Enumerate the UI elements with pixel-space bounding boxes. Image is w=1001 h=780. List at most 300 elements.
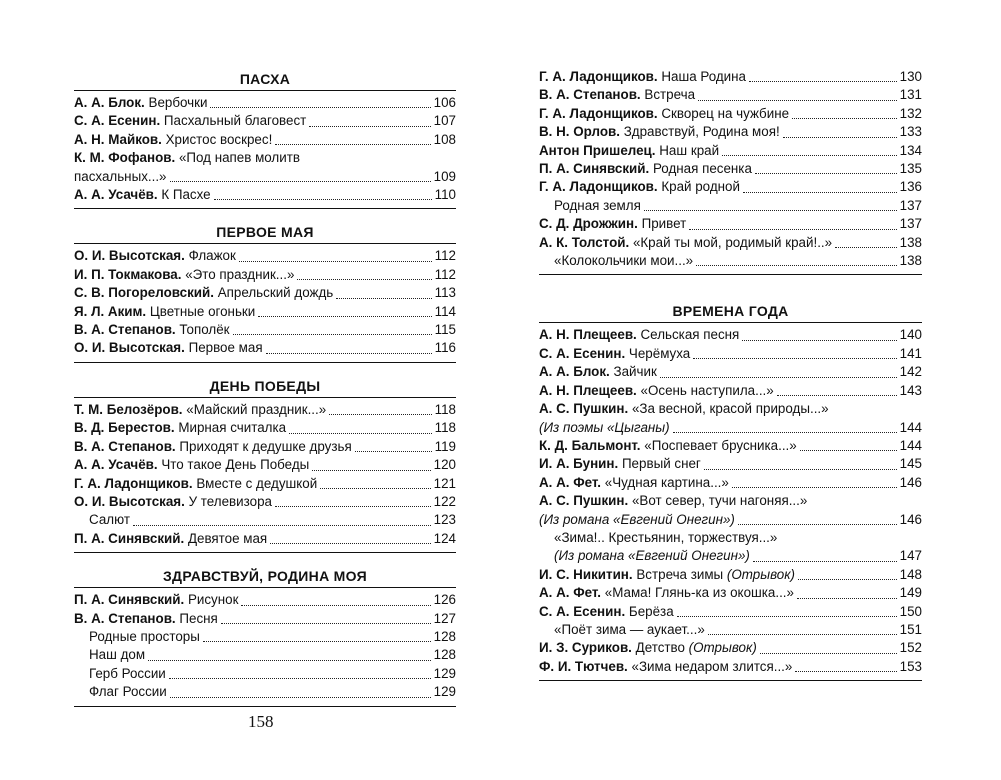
entry-page: 144 xyxy=(899,437,922,453)
entry-page: 127 xyxy=(433,610,456,626)
entry-author: А. А. Фет. xyxy=(539,585,602,601)
dot-leader xyxy=(169,678,431,679)
entry-author: В. А. Степанов. xyxy=(74,610,176,626)
entry-page: 130 xyxy=(899,69,922,84)
entry-text xyxy=(539,474,729,492)
toc-entry xyxy=(539,252,922,270)
entry-text xyxy=(89,646,145,664)
entry-title: У телевизора xyxy=(188,493,272,509)
dot-leader xyxy=(258,316,431,317)
toc-entry xyxy=(74,419,456,437)
entry-text xyxy=(554,621,705,639)
entry-text xyxy=(539,455,701,473)
toc-entry xyxy=(539,400,922,418)
entry-title: Мирная считалка xyxy=(178,420,287,436)
toc-entry xyxy=(74,321,456,339)
entry-text xyxy=(554,530,777,545)
entry-author: Антон Пришелец. xyxy=(539,142,656,158)
entry-author: А. С. Пушкин. xyxy=(539,401,629,417)
page-number: 158 xyxy=(248,712,274,731)
toc-entry xyxy=(74,456,456,474)
contents-column-left xyxy=(74,68,456,707)
entry-author: А. К. Толстой. xyxy=(539,234,630,250)
entry-title: «Поспевает брусника...» xyxy=(644,437,797,453)
entry-text xyxy=(89,665,166,683)
toc-entry xyxy=(539,566,922,584)
entry-text xyxy=(74,131,272,149)
entry-page: 128 xyxy=(433,628,456,644)
entry-author: С. А. Есенин. xyxy=(539,603,626,619)
entry-page: 118 xyxy=(434,401,456,417)
entry-text xyxy=(74,186,211,204)
dot-leader xyxy=(275,144,430,145)
entry-title: «Это праздник...» xyxy=(185,266,295,282)
section-entries xyxy=(539,68,922,275)
entry-page: 129 xyxy=(433,684,456,700)
entry-title: Флажок xyxy=(188,248,236,264)
entry-author: А. С. Пушкин. xyxy=(539,493,629,509)
entry-text xyxy=(539,584,794,602)
entry-author: А. Н. Плещеев. xyxy=(539,382,637,398)
entry-text xyxy=(539,160,752,178)
toc-entry xyxy=(539,455,922,473)
entry-text xyxy=(74,438,352,456)
dot-leader xyxy=(760,653,897,654)
dot-leader xyxy=(755,173,897,174)
toc-entry xyxy=(539,215,922,233)
toc-entry-continuation xyxy=(539,547,922,565)
entry-author: А. А. Усачёв. xyxy=(74,187,158,203)
section-entries xyxy=(539,326,922,681)
dot-leader xyxy=(133,525,431,526)
dot-leader xyxy=(738,524,897,525)
toc-entry xyxy=(74,131,456,149)
entry-page: 108 xyxy=(433,131,456,147)
toc-entry xyxy=(539,437,922,455)
entry-page: 147 xyxy=(899,548,922,564)
dot-leader xyxy=(660,377,897,378)
dot-leader xyxy=(749,81,897,82)
entry-continuation: пасхальных...» xyxy=(74,168,167,184)
toc-entry xyxy=(539,474,922,492)
entry-page: 150 xyxy=(899,603,922,619)
toc-entry xyxy=(74,511,456,529)
toc-entry xyxy=(74,149,456,167)
dot-leader xyxy=(742,340,896,341)
entry-title: «Мама! Глянь-ка из окошка...» xyxy=(604,585,794,601)
toc-entry xyxy=(74,530,456,548)
dot-leader xyxy=(241,605,430,606)
entry-title: Первый снег xyxy=(621,456,701,472)
entry-title: Тополёк xyxy=(179,322,230,338)
entry-author: В. А. Степанов. xyxy=(539,87,641,103)
entry-text xyxy=(74,401,326,419)
entry-title: Здравствуй, Родина моя! xyxy=(623,124,780,140)
entry-text xyxy=(539,142,719,160)
entry-title: Цветные огоньки xyxy=(149,303,256,319)
entry-author: О. И. Высотская. xyxy=(74,493,185,509)
dot-leader xyxy=(329,414,431,415)
entry-title: Что такое День Победы xyxy=(161,457,310,473)
entry-title: Христос воскрес! xyxy=(165,131,273,147)
entry-text xyxy=(539,215,686,233)
entry-title: Встреча xyxy=(644,87,696,103)
entry-page: 110 xyxy=(434,187,456,203)
entry-text xyxy=(539,603,674,621)
dot-leader xyxy=(312,470,430,471)
section-heading: ВРЕМЕНА ГОДА xyxy=(539,300,922,323)
entry-author: А. Н. Майков. xyxy=(74,131,162,147)
toc-entry xyxy=(539,584,922,602)
entry-text xyxy=(74,112,306,130)
entry-text xyxy=(74,419,286,437)
entry-text xyxy=(539,639,757,657)
entry-text xyxy=(539,566,795,584)
entry-page: 121 xyxy=(433,475,456,491)
entry-title: Песня xyxy=(179,610,218,626)
toc-entry xyxy=(539,603,922,621)
toc-entry xyxy=(74,247,456,265)
entry-author: П. А. Синявский. xyxy=(539,161,650,177)
entry-author: Ф. И. Тютчев. xyxy=(539,658,628,674)
section-entries xyxy=(74,591,456,706)
entry-continuation: (Из романа «Евгений Онегин») xyxy=(539,511,735,527)
entry-text xyxy=(74,94,207,112)
dot-leader xyxy=(297,279,431,280)
dot-leader xyxy=(148,660,431,661)
entry-title: Берёза xyxy=(628,603,674,619)
entry-title: Скворец на чужбине xyxy=(661,105,790,121)
entry-text xyxy=(539,493,807,508)
entry-author: С. А. Есенин. xyxy=(74,113,161,129)
toc-entry xyxy=(539,86,922,104)
toc-entry xyxy=(539,658,922,676)
entry-text xyxy=(539,86,695,104)
entry-text xyxy=(539,326,739,344)
toc-entry xyxy=(74,610,456,628)
entry-page: 132 xyxy=(899,105,922,121)
toc-entry xyxy=(74,683,456,701)
dot-leader xyxy=(233,334,432,335)
entry-text xyxy=(539,234,832,252)
entry-title: «Майский праздник...» xyxy=(186,401,327,417)
entry-text xyxy=(539,68,746,86)
entry-text xyxy=(554,252,693,270)
dot-leader xyxy=(800,450,897,451)
entry-page: 144 xyxy=(899,419,922,435)
entry-author: И. П. Токмакова. xyxy=(74,266,182,282)
dot-leader xyxy=(214,199,432,200)
entry-title: Зайчик xyxy=(613,364,657,380)
entry-text xyxy=(74,284,333,302)
dot-leader xyxy=(210,107,430,108)
dot-leader xyxy=(336,298,431,299)
entry-page: 152 xyxy=(899,640,922,656)
entry-author: В. А. Степанов. xyxy=(74,438,176,454)
entry-text xyxy=(539,178,740,196)
dot-leader xyxy=(170,697,431,698)
toc-entry xyxy=(539,363,922,381)
dot-leader xyxy=(320,488,430,489)
entry-text xyxy=(74,610,218,628)
entry-page: 136 xyxy=(899,179,922,195)
entry-title: Вместе с дедушкой xyxy=(196,475,318,491)
entry-page: 148 xyxy=(899,566,922,582)
entry-page: 116 xyxy=(434,340,456,356)
entry-author: С. В. Погореловский. xyxy=(74,285,214,301)
toc-entry xyxy=(539,142,922,160)
entry-title: «За весной, красой природы...» xyxy=(631,401,829,417)
toc-entry xyxy=(539,197,922,215)
entry-title: Черёмуха xyxy=(628,345,691,361)
dot-leader xyxy=(732,487,897,488)
entry-title: Родная песенка xyxy=(652,161,752,177)
entry-text xyxy=(539,401,829,416)
dot-leader xyxy=(693,358,896,359)
entry-page: 106 xyxy=(433,95,456,110)
entry-title: Встреча зимы xyxy=(636,566,724,582)
dot-leader xyxy=(275,506,431,507)
entry-text xyxy=(539,658,792,676)
toc-entry xyxy=(539,621,922,639)
entry-title: Флаг России xyxy=(89,684,167,700)
contents-column-right xyxy=(539,68,922,681)
entry-text xyxy=(539,345,690,363)
section-entries xyxy=(74,247,456,362)
entry-text xyxy=(74,339,263,357)
toc-entry xyxy=(539,105,922,123)
entry-text xyxy=(74,303,255,321)
entry-text xyxy=(74,591,238,609)
entry-title: «Зима недаром злится...» xyxy=(631,658,793,674)
entry-page: 137 xyxy=(899,197,922,213)
entry-author: П. А. Синявский. xyxy=(74,530,185,546)
toc-entry xyxy=(74,266,456,284)
entry-page: 146 xyxy=(899,511,922,527)
dot-leader xyxy=(355,451,432,452)
entry-continuation: (Из поэмы «Цыганы) xyxy=(539,419,670,435)
entry-title: «Чудная картина...» xyxy=(604,474,729,490)
entry-author: П. А. Синявский. xyxy=(74,592,185,608)
toc-entry-continuation xyxy=(539,511,922,529)
toc-entry xyxy=(74,665,456,683)
entry-page: 153 xyxy=(899,658,922,674)
entry-title: «Край ты мой, родимый край!..» xyxy=(632,234,833,250)
toc-entry xyxy=(539,178,922,196)
dot-leader xyxy=(677,616,897,617)
entry-continuation: (Из романа «Евгений Онегин») xyxy=(554,548,750,564)
toc-entry xyxy=(74,628,456,646)
entry-author: И. А. Бунин. xyxy=(539,456,619,472)
entry-title: Апрельский дождь xyxy=(217,285,334,301)
entry-author: А. А. Блок. xyxy=(539,364,610,380)
toc-entry xyxy=(539,68,922,86)
entry-title: К Пасхе xyxy=(161,187,211,203)
entry-page: 143 xyxy=(899,382,922,398)
entry-text xyxy=(89,628,200,646)
toc-entry xyxy=(74,112,456,130)
toc-entry xyxy=(539,529,922,547)
dot-leader xyxy=(170,181,431,182)
entry-title: Наш дом xyxy=(89,647,146,663)
dot-leader xyxy=(689,229,896,230)
entry-title: Сельская песня xyxy=(640,327,740,343)
entry-author: К. М. Фофанов. xyxy=(74,150,176,166)
entry-page: 109 xyxy=(433,168,456,184)
entry-title: Детство xyxy=(635,640,685,656)
entry-page: 131 xyxy=(899,87,922,103)
toc-entry xyxy=(74,94,456,112)
entry-author: О. И. Высотская. xyxy=(74,340,185,356)
entry-author: С. Д. Дрожжин. xyxy=(539,216,638,232)
toc-entry-continuation xyxy=(539,419,922,437)
toc-entry xyxy=(74,438,456,456)
entry-title: «Колокольчики мои...» xyxy=(554,253,694,269)
dot-leader xyxy=(797,598,897,599)
entry-title: Наша Родина xyxy=(661,69,747,84)
toc-entry xyxy=(74,303,456,321)
entry-page: 135 xyxy=(899,161,922,177)
entry-page: 120 xyxy=(433,457,456,473)
toc-entry xyxy=(74,475,456,493)
entry-author: Я. Л. Аким. xyxy=(74,303,147,319)
entry-page: 128 xyxy=(433,647,456,663)
dot-leader xyxy=(270,543,430,544)
entry-title: Пасхальный благовест xyxy=(163,113,307,129)
entry-text xyxy=(89,511,130,529)
toc-entry xyxy=(74,591,456,609)
entry-page: 134 xyxy=(899,142,922,158)
entry-author: Г. А. Ладонщиков. xyxy=(539,105,658,121)
toc-entry xyxy=(74,401,456,419)
entry-page: 129 xyxy=(433,665,456,681)
entry-text xyxy=(74,266,294,284)
entry-text xyxy=(74,150,300,165)
entry-page: 115 xyxy=(434,322,456,338)
entry-text xyxy=(539,363,657,381)
dot-leader xyxy=(289,433,432,434)
entry-text xyxy=(74,247,236,265)
entry-page: 119 xyxy=(434,438,456,454)
entry-page: 124 xyxy=(433,530,456,546)
entry-title: «Поёт зима — аукает...» xyxy=(554,621,705,637)
entry-title: Родные просторы xyxy=(89,628,200,644)
entry-page: 140 xyxy=(899,327,922,343)
entry-author: Г. А. Ладонщиков. xyxy=(74,475,193,491)
dot-leader xyxy=(644,210,897,211)
dot-leader xyxy=(792,118,897,119)
dot-leader xyxy=(673,432,897,433)
entry-author: И. С. Никитин. xyxy=(539,566,633,582)
dot-leader xyxy=(203,641,431,642)
section-heading: ЗДРАВСТВУЙ, РОДИНА МОЯ xyxy=(74,565,456,588)
entry-title: «Осень наступила...» xyxy=(640,382,774,398)
entry-page: 113 xyxy=(434,285,456,301)
entry-page: 112 xyxy=(434,266,456,282)
entry-title: «Под напев молитв xyxy=(178,150,300,166)
toc-entry xyxy=(539,326,922,344)
entry-page: 141 xyxy=(899,345,922,361)
toc-entry xyxy=(74,493,456,511)
entry-page: 138 xyxy=(899,234,922,250)
dot-leader xyxy=(696,265,897,266)
toc-entry xyxy=(539,492,922,510)
entry-text xyxy=(554,197,641,215)
entry-page: 112 xyxy=(434,248,456,264)
dot-leader xyxy=(722,155,897,156)
entry-page: 126 xyxy=(433,592,456,608)
entry-author: В. Д. Берестов. xyxy=(74,420,175,436)
entry-title: Вербочки xyxy=(148,95,208,110)
entry-author: И. З. Суриков. xyxy=(539,640,632,656)
entry-page: 114 xyxy=(434,303,456,319)
entry-title: Девятое мая xyxy=(187,530,268,546)
dot-leader xyxy=(783,137,897,138)
entry-text xyxy=(74,493,272,511)
entry-author: С. А. Есенин. xyxy=(539,345,626,361)
dot-leader xyxy=(777,395,897,396)
toc-entry xyxy=(74,339,456,357)
entry-page: 151 xyxy=(899,621,922,637)
entry-text xyxy=(539,123,780,141)
entry-page: 138 xyxy=(899,253,922,269)
entry-text xyxy=(539,382,774,400)
toc-entry xyxy=(74,186,456,204)
section-heading: ДЕНЬ ПОБЕДЫ xyxy=(74,375,456,398)
toc-entry-continuation xyxy=(74,168,456,186)
entry-page: 122 xyxy=(433,493,456,509)
entry-page: 145 xyxy=(899,456,922,472)
entry-text xyxy=(74,475,317,493)
entry-page: 149 xyxy=(899,585,922,601)
section-entries xyxy=(74,94,456,209)
section-heading: ПАСХА xyxy=(74,68,456,91)
entry-author: Г. А. Ладонщиков. xyxy=(539,179,658,195)
toc-entry xyxy=(539,123,922,141)
toc-entry xyxy=(539,234,922,252)
entry-title: «Зима!.. Крестьянин, торжествуя...» xyxy=(554,529,778,545)
entry-author: А. Н. Плещеев. xyxy=(539,327,637,343)
dot-leader xyxy=(266,353,432,354)
entry-title-suffix: (Отрывок) xyxy=(726,566,796,582)
entry-title: Первое мая xyxy=(188,340,263,356)
toc-entry xyxy=(539,382,922,400)
toc-entry xyxy=(74,646,456,664)
entry-title: Приходят к дедушке друзья xyxy=(179,438,352,454)
entry-text xyxy=(89,683,167,701)
dot-leader xyxy=(698,100,897,101)
entry-page: 137 xyxy=(899,216,922,232)
entry-page: 123 xyxy=(433,512,456,528)
entry-text xyxy=(74,456,309,474)
dot-leader xyxy=(221,623,431,624)
entry-title: Рисунок xyxy=(187,592,239,608)
section-entries xyxy=(74,401,456,553)
section-heading: ПЕРВОЕ МАЯ xyxy=(74,221,456,244)
dot-leader xyxy=(795,671,896,672)
dot-leader xyxy=(743,192,897,193)
entry-page: 107 xyxy=(433,113,456,129)
entry-title: Родная земля xyxy=(554,197,641,213)
dot-leader xyxy=(704,469,897,470)
entry-page: 142 xyxy=(899,364,922,380)
entry-text xyxy=(74,321,230,339)
entry-page: 118 xyxy=(434,420,456,436)
dot-leader xyxy=(708,634,897,635)
toc-entry xyxy=(539,639,922,657)
entry-text xyxy=(74,530,267,548)
entry-author: В. Н. Орлов. xyxy=(539,124,620,140)
